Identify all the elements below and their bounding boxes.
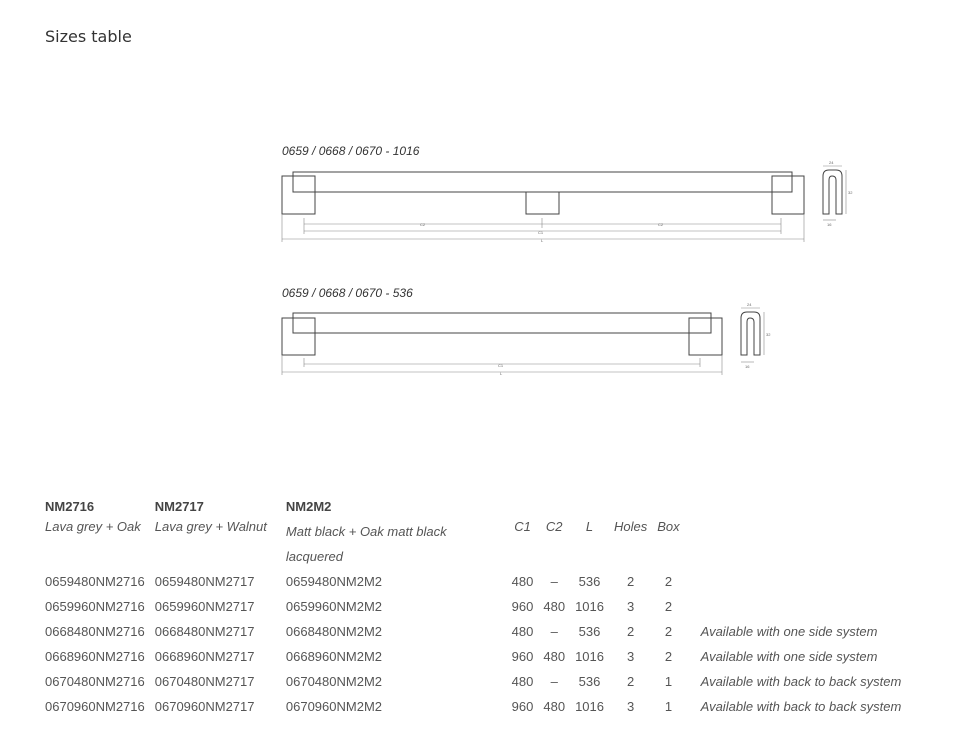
page-title: Sizes table (45, 27, 132, 46)
code-header: NM2716 (45, 499, 95, 514)
value-c2: 480 (543, 649, 566, 664)
value-box: 2 (664, 649, 673, 664)
availability-note: Available with back to back system (700, 674, 902, 689)
finish-header: Lava grey + Oak (45, 519, 141, 534)
availability-note: Available with one side system (700, 649, 878, 664)
finish-line: Matt black + Oak matt black (285, 524, 447, 539)
code-nm2m2: 0659480NM2M2 (285, 574, 383, 589)
table-body (40, 569, 906, 719)
table-row (40, 594, 906, 619)
code-nm2m2: 0668960NM2M2 (285, 649, 383, 664)
value-c1: 480 (511, 624, 534, 639)
value-box: 2 (664, 574, 673, 589)
availability-note: Available with back to back system (700, 699, 902, 714)
code-nm2717: 0659960NM2717 (154, 599, 255, 614)
value-c2: – (550, 624, 558, 639)
code-nm2716: 0670960NM2716 (45, 699, 145, 714)
value-c2: 480 (543, 599, 566, 614)
column-header-box: Box (657, 519, 680, 534)
table-row (40, 569, 906, 594)
drawing-title: 0659 / 0668 / 0670 - 536 (282, 286, 413, 300)
code-nm2717: 0670960NM2717 (154, 699, 255, 714)
value-c2: – (550, 574, 558, 589)
value-l: 536 (578, 674, 601, 689)
code-nm2717: 0659480NM2717 (154, 574, 255, 589)
availability-note (685, 569, 907, 594)
value-c1: 960 (511, 599, 534, 614)
value-holes: 2 (626, 674, 635, 689)
profile-label: 24 (829, 160, 834, 165)
code-nm2716: 0668480NM2716 (45, 624, 145, 639)
code-nm2717: 0668480NM2717 (154, 624, 255, 639)
value-c1: 480 (511, 674, 534, 689)
column-header-holes: Holes (613, 519, 648, 534)
table-row (40, 669, 906, 694)
code-nm2717: 0668960NM2717 (154, 649, 255, 664)
code-nm2716: 0659480NM2716 (45, 574, 145, 589)
value-holes: 2 (626, 574, 635, 589)
value-c2: 480 (543, 699, 566, 714)
value-l: 1016 (575, 599, 604, 614)
drawing-title: 0659 / 0668 / 0670 - 1016 (282, 144, 420, 158)
code-nm2m2: 0670960NM2M2 (285, 699, 383, 714)
table-header-codes (40, 494, 906, 519)
profile-label: 32 (766, 332, 771, 337)
availability-note: Available with one side system (700, 624, 878, 639)
handle-profile (741, 312, 760, 355)
sizes-table (40, 494, 906, 719)
table-header-finishes (40, 519, 906, 569)
value-c1: 960 (511, 649, 534, 664)
profile-label: 16 (827, 222, 832, 227)
code-nm2716: 0668960NM2716 (45, 649, 145, 664)
value-l: 536 (578, 574, 601, 589)
finish-header: Lava grey + Walnut (154, 519, 267, 534)
dim-label: C2 (658, 222, 664, 227)
code-header: NM2717 (154, 499, 204, 514)
dim-label: C1 (498, 363, 504, 368)
handle-leg-left (282, 318, 315, 355)
value-c1: 480 (511, 574, 534, 589)
finish-line: lacquered (285, 549, 343, 564)
value-holes: 3 (626, 699, 635, 714)
dim-label: C1 (538, 230, 544, 235)
value-c1: 960 (511, 699, 534, 714)
column-header-c1: C1 (514, 519, 531, 534)
dim-label: L (541, 238, 544, 243)
availability-note (685, 594, 907, 619)
value-holes: 3 (626, 649, 635, 664)
value-l: 1016 (575, 649, 604, 664)
code-nm2m2: 0668480NM2M2 (285, 624, 383, 639)
value-l: 536 (578, 624, 601, 639)
code-nm2716: 0659960NM2716 (45, 599, 145, 614)
column-header-l: L (585, 519, 594, 534)
value-holes: 3 (626, 599, 635, 614)
profile-label: 24 (747, 302, 752, 307)
code-nm2m2: 0659960NM2M2 (285, 599, 383, 614)
handle-bar (293, 313, 711, 333)
code-header: NM2M2 (285, 499, 332, 514)
profile-label: 16 (745, 364, 750, 369)
code-nm2m2: 0670480NM2M2 (285, 674, 383, 689)
value-c2: – (550, 674, 558, 689)
finish-header (281, 519, 507, 569)
value-l: 1016 (575, 699, 604, 714)
table-row (40, 694, 906, 719)
profile-label: 32 (848, 190, 853, 195)
value-box: 2 (664, 599, 673, 614)
column-header-c2: C2 (545, 519, 563, 534)
table-row (40, 619, 906, 644)
dim-label: L (500, 371, 503, 376)
table-row (40, 644, 906, 669)
value-holes: 2 (626, 624, 635, 639)
code-nm2717: 0670480NM2717 (154, 674, 255, 689)
handle-leg-right (689, 318, 722, 355)
code-nm2716: 0670480NM2716 (45, 674, 145, 689)
value-box: 2 (664, 624, 673, 639)
value-box: 1 (664, 674, 673, 689)
dim-label: C2 (420, 222, 426, 227)
value-box: 1 (664, 699, 673, 714)
